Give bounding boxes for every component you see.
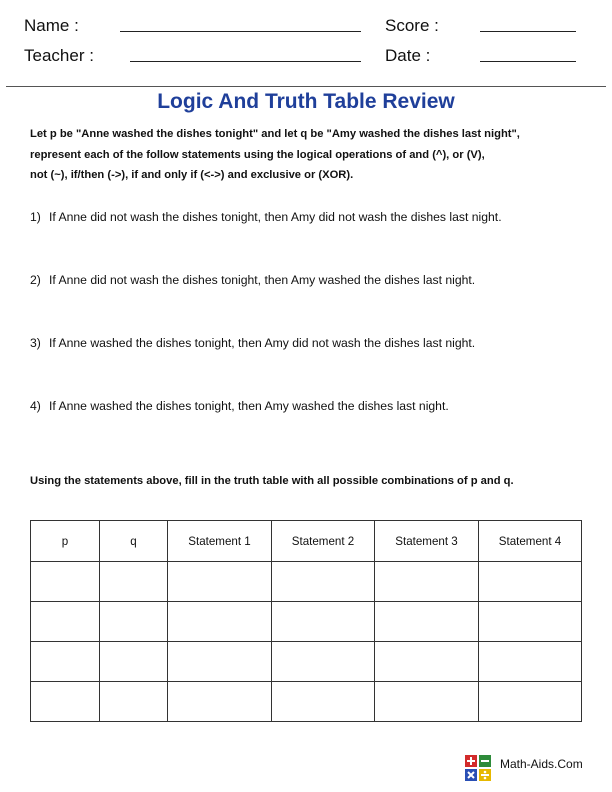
answer-cell[interactable] xyxy=(479,602,582,642)
problem-3 xyxy=(30,336,475,350)
answer-cell[interactable] xyxy=(375,562,479,602)
instruction-line: Let p be "Anne washed the dishes tonight" and let q be "Amy washed the dishes last night", xyxy=(30,128,520,140)
truth-table-header-row xyxy=(31,521,582,562)
name-label: Name : xyxy=(24,16,79,35)
answer-cell[interactable] xyxy=(272,562,375,602)
problem-text: If Anne did not wash the dishes tonight, then Amy did not wash the dishes last night. xyxy=(49,210,502,224)
answer-cell[interactable] xyxy=(272,642,375,682)
teacher-field[interactable] xyxy=(130,61,361,62)
table-instruction: Using the statements above, fill in the truth table with all possible combinations of p and q. xyxy=(30,475,514,487)
answer-cell[interactable] xyxy=(375,602,479,642)
table-row xyxy=(31,642,582,682)
answer-cell[interactable] xyxy=(479,682,582,722)
page-title: Logic And Truth Table Review xyxy=(157,90,455,113)
math-aids-logo-icon xyxy=(465,755,491,781)
problem-2 xyxy=(30,273,475,287)
date-field[interactable] xyxy=(480,61,576,62)
answer-cell[interactable] xyxy=(31,562,100,602)
answer-cell[interactable] xyxy=(31,682,100,722)
answer-cell[interactable] xyxy=(479,642,582,682)
site-credit[interactable]: Math-Aids.Com xyxy=(500,757,583,771)
table-row xyxy=(31,682,582,722)
problem-1 xyxy=(30,210,502,224)
teacher-label: Teacher : xyxy=(24,46,94,65)
name-field[interactable] xyxy=(120,31,361,32)
truth-table xyxy=(30,520,582,722)
answer-cell[interactable] xyxy=(272,602,375,642)
answer-cell[interactable] xyxy=(168,562,272,602)
column-header-statement-1: Statement 1 xyxy=(168,521,272,562)
table-row xyxy=(31,602,582,642)
answer-cell[interactable] xyxy=(479,562,582,602)
instruction-line: not (~), if/then (->), if and only if (<->) and exclusive or (XOR). xyxy=(30,169,354,181)
header-divider xyxy=(6,86,606,87)
answer-cell[interactable] xyxy=(168,642,272,682)
answer-cell[interactable] xyxy=(31,642,100,682)
problem-number: 2) xyxy=(30,273,41,287)
column-header-statement-3: Statement 3 xyxy=(375,521,479,562)
answer-cell[interactable] xyxy=(375,682,479,722)
column-header-statement-4: Statement 4 xyxy=(479,521,582,562)
answer-cell[interactable] xyxy=(272,682,375,722)
answer-cell[interactable] xyxy=(31,602,100,642)
column-header-p: p xyxy=(31,521,100,562)
answer-cell[interactable] xyxy=(168,602,272,642)
date-label: Date : xyxy=(385,46,431,65)
problem-4 xyxy=(30,399,449,413)
answer-cell[interactable] xyxy=(100,642,168,682)
answer-cell[interactable] xyxy=(100,682,168,722)
column-header-statement-2: Statement 2 xyxy=(272,521,375,562)
score-field[interactable] xyxy=(480,31,576,32)
problem-number: 3) xyxy=(30,336,41,350)
column-header-q: q xyxy=(100,521,168,562)
answer-cell[interactable] xyxy=(100,562,168,602)
problem-number: 4) xyxy=(30,399,41,413)
table-row xyxy=(31,562,582,602)
answer-cell[interactable] xyxy=(100,602,168,642)
problem-text: If Anne washed the dishes tonight, then Amy did not wash the dishes last night. xyxy=(49,336,476,350)
truth-table-body xyxy=(31,562,582,722)
problem-number: 1) xyxy=(30,210,41,224)
instructions xyxy=(30,124,590,186)
problem-text: If Anne washed the dishes tonight, then Amy washed the dishes last night. xyxy=(49,399,449,413)
answer-cell[interactable] xyxy=(168,682,272,722)
answer-cell[interactable] xyxy=(375,642,479,682)
problem-text: If Anne did not wash the dishes tonight, then Amy washed the dishes last night. xyxy=(49,273,476,287)
instruction-line: represent each of the follow statements using the logical operations of and (^), or (V), xyxy=(30,148,485,161)
score-label: Score : xyxy=(385,16,439,35)
